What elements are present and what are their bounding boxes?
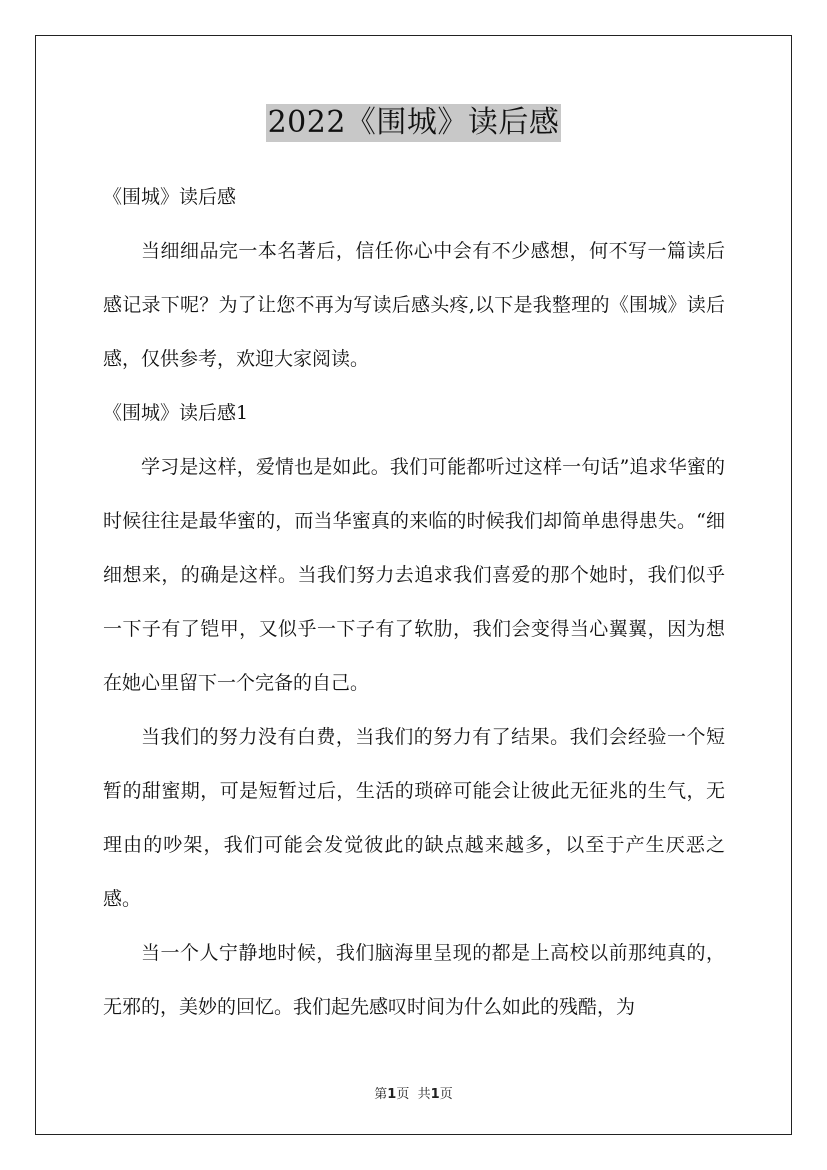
total-suffix: 页 [439, 1087, 453, 1102]
section-heading: 《围城》读后感 [103, 186, 237, 208]
page-prefix: 第 [374, 1087, 388, 1102]
section-heading: 《围城》读后感1 [103, 402, 249, 424]
paragraph: 学习是这样，爱情也是如此。我们可能都听过这样一句话”追求华蜜的时候往往是最华蜜的，而当华蜜真的来临的时候我们却简单患得患失。“细细想来，的确是这样。当我们努力去追求我们喜爱的那个她时，我们似乎一下子有了铠甲，又似乎一下子有了软肋，我们会变得当心翼翼，因为想在她心里留下一个完备的自己。 [103, 456, 725, 694]
document-title: 2022《围城》读后感 [267, 105, 560, 140]
title-container [0, 104, 827, 142]
page-total: 1 [430, 1087, 440, 1102]
paragraph: 当我们的努力没有白费，当我们的努力有了结果。我们会经验一个短暂的甜蜜期，可是短暂过后，生活的琐碎可能会让彼此无征兆的生气，无理由的吵架，我们可能会发觉彼此的缺点越来越多，以至于产生厌恶之感。 [103, 726, 725, 910]
page-current: 1 [387, 1087, 397, 1102]
page-suffix: 页 [396, 1087, 410, 1102]
total-prefix: 共 [417, 1087, 431, 1102]
paragraph: 当细细品完一本名著后，信任你心中会有不少感想，何不写一篇读后感记录下呢？为了让您不再为写读后感头疼,以下是我整理的《围城》读后感，仅供参考，欢迎大家阅读。 [103, 240, 725, 370]
page-footer [0, 1083, 827, 1102]
paragraph: 当一个人宁静地时候，我们脑海里呈现的都是上高校以前那纯真的，无邪的，美妙的回忆。我们起先感叹时间为什么如此的残酷，为 [103, 942, 725, 1018]
document-body [103, 170, 725, 1034]
